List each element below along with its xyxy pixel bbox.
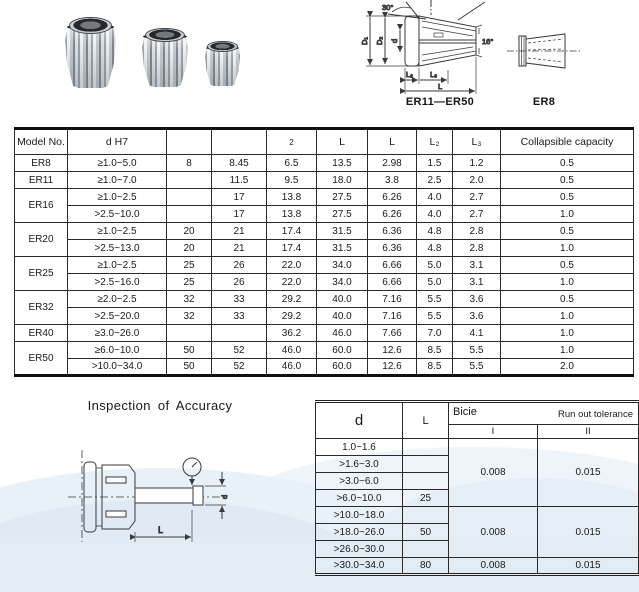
table-cell: 0.5 bbox=[501, 223, 634, 240]
table-cell: 1.5 bbox=[417, 155, 453, 172]
tolerance-cell: 0.008 bbox=[449, 507, 538, 558]
table-cell: ≥2.0~2.5 bbox=[68, 291, 167, 308]
tolerance-cell: 0.015 bbox=[538, 439, 639, 507]
table-cell bbox=[167, 325, 212, 342]
table-cell: 21 bbox=[212, 240, 267, 257]
table-cell: 8.5 bbox=[417, 359, 453, 376]
table-cell: 13.8 bbox=[267, 189, 317, 206]
model-cell: ER40 bbox=[15, 325, 68, 342]
table-cell: 18.0 bbox=[317, 172, 368, 189]
table-cell: 5.5 bbox=[453, 359, 501, 376]
column-header-tolerance bbox=[449, 402, 639, 425]
table-cell bbox=[167, 206, 212, 223]
table-cell: 6.36 bbox=[368, 223, 417, 240]
model-cell: ER16 bbox=[15, 189, 68, 223]
dim-label-l: L bbox=[438, 82, 443, 91]
table-cell: 2.8 bbox=[453, 223, 501, 240]
table-cell: 60.0 bbox=[317, 359, 368, 376]
collet-bore-opening bbox=[145, 28, 185, 42]
diameter-range-cell: >30.0~34.0 bbox=[316, 558, 403, 575]
length-cell bbox=[403, 541, 449, 558]
table-cell: 1.0 bbox=[501, 325, 634, 342]
table-cell: 4.8 bbox=[417, 223, 453, 240]
table-cell: 26 bbox=[212, 257, 267, 274]
table-row bbox=[316, 558, 639, 575]
table-cell bbox=[212, 325, 267, 342]
length-cell bbox=[403, 473, 449, 490]
table-cell: 3.6 bbox=[453, 291, 501, 308]
table-cell: 52 bbox=[212, 359, 267, 376]
table-cell: ≥1.0~7.0 bbox=[68, 172, 167, 189]
table-cell: 2.7 bbox=[453, 206, 501, 223]
header-row bbox=[15, 129, 634, 155]
length-cell bbox=[403, 439, 449, 456]
runout-tolerance-table bbox=[315, 400, 639, 576]
table-cell bbox=[167, 189, 212, 206]
table-cell: 33 bbox=[212, 308, 267, 325]
diameter-range-cell: >10.0~18.0 bbox=[316, 507, 403, 524]
table-cell: 3.6 bbox=[453, 308, 501, 325]
table-cell: 1.2 bbox=[453, 155, 501, 172]
model-cell: ER11 bbox=[15, 172, 68, 189]
table-row bbox=[15, 274, 634, 291]
diameter-range-cell: 1.0~1.6 bbox=[316, 439, 403, 456]
table-cell: 6.26 bbox=[368, 189, 417, 206]
table-cell: ≥6.0~10.0 bbox=[68, 342, 167, 359]
bicie-label: Bicie bbox=[453, 406, 477, 418]
table-cell: 2.98 bbox=[368, 155, 417, 172]
table-row bbox=[15, 223, 634, 240]
table-cell: >2.5~16.0 bbox=[68, 274, 167, 291]
model-cell: ER20 bbox=[15, 223, 68, 257]
table-cell: 8.45 bbox=[212, 155, 267, 172]
length-cell bbox=[403, 507, 449, 524]
er8-diagram bbox=[505, 25, 585, 85]
table-cell: 20 bbox=[167, 240, 212, 257]
table-cell: 1.0 bbox=[501, 240, 634, 257]
table-cell: 17.4 bbox=[267, 223, 317, 240]
table-cell: 3.1 bbox=[453, 257, 501, 274]
table-cell: >2.5~13.0 bbox=[68, 240, 167, 257]
table-cell: 2.7 bbox=[453, 189, 501, 206]
column-header-d: d bbox=[316, 402, 403, 439]
table-cell: 25 bbox=[167, 274, 212, 291]
table-cell: 4.0 bbox=[417, 189, 453, 206]
model-cell: ER25 bbox=[15, 257, 68, 291]
table-row bbox=[316, 507, 639, 524]
length-cell: 80 bbox=[403, 558, 449, 575]
table-row bbox=[15, 325, 634, 342]
column-header: L bbox=[368, 129, 417, 155]
table-cell: 26 bbox=[212, 274, 267, 291]
table-cell: 33 bbox=[212, 291, 267, 308]
column-header bbox=[212, 129, 267, 155]
er11-er50-caption: ER11—ER50 bbox=[405, 96, 475, 108]
table-cell: 50 bbox=[167, 342, 212, 359]
table-cell: 0.5 bbox=[501, 257, 634, 274]
table-cell: 60.0 bbox=[317, 342, 368, 359]
table-cell: 40.0 bbox=[317, 308, 368, 325]
length-cell: 50 bbox=[403, 524, 449, 541]
table-cell: 21 bbox=[212, 223, 267, 240]
table-cell: 36.2 bbox=[267, 325, 317, 342]
table-cell: 4.0 bbox=[417, 206, 453, 223]
table-cell: 11.5 bbox=[212, 172, 267, 189]
table-cell: 0.5 bbox=[501, 291, 634, 308]
column-header: Model No. bbox=[15, 129, 68, 155]
table-cell: 6.26 bbox=[368, 206, 417, 223]
table-cell: ≥1.0~2.5 bbox=[68, 223, 167, 240]
er8-caption: ER8 bbox=[532, 96, 556, 108]
table-cell: 5.5 bbox=[453, 342, 501, 359]
dim-label-l3: L₃ bbox=[430, 70, 438, 79]
table-row bbox=[316, 439, 639, 456]
table-cell: 46.0 bbox=[317, 325, 368, 342]
table-cell: 2.8 bbox=[453, 240, 501, 257]
table-cell: 25 bbox=[167, 257, 212, 274]
table-cell: 29.2 bbox=[267, 308, 317, 325]
dim-label-bar-d: d bbox=[220, 494, 229, 499]
table-cell: 27.5 bbox=[317, 189, 368, 206]
table-cell: 17.4 bbox=[267, 240, 317, 257]
model-cell: ER32 bbox=[15, 291, 68, 325]
collet-photo-medium bbox=[142, 28, 188, 87]
table-cell: 4.1 bbox=[453, 325, 501, 342]
model-cell: ER50 bbox=[15, 342, 68, 376]
table-cell: 1.0 bbox=[501, 342, 634, 359]
diameter-range-cell: >26.0~30.0 bbox=[316, 541, 403, 558]
table-cell: 5.5 bbox=[417, 308, 453, 325]
table-cell: ≥1.0~5.0 bbox=[68, 155, 167, 172]
table-cell: 6.66 bbox=[368, 257, 417, 274]
table-cell: 32 bbox=[167, 291, 212, 308]
table-cell: 17 bbox=[212, 206, 267, 223]
inspection-diagram bbox=[30, 420, 280, 570]
length-cell: 25 bbox=[403, 490, 449, 507]
table-cell: 12.6 bbox=[368, 359, 417, 376]
table-cell: 20 bbox=[167, 223, 212, 240]
collet-bore-opening bbox=[69, 17, 113, 34]
table-cell: 2.0 bbox=[501, 359, 634, 376]
table-cell: 46.0 bbox=[267, 359, 317, 376]
collet-photo-large bbox=[65, 17, 116, 88]
table-cell: 7.0 bbox=[417, 325, 453, 342]
column-header: L₃ bbox=[453, 129, 501, 155]
dim-label-d2: D₂ bbox=[375, 36, 384, 45]
column-header-l: L bbox=[403, 402, 449, 439]
table-row bbox=[15, 189, 634, 206]
table-cell: 13.5 bbox=[317, 155, 368, 172]
diameter-range-cell: >6.0~10.0 bbox=[316, 490, 403, 507]
table-cell: 17 bbox=[212, 189, 267, 206]
table-cell: 1.0 bbox=[501, 308, 634, 325]
column-header-class-1: I bbox=[449, 425, 538, 439]
collet-photo-small bbox=[205, 41, 240, 86]
table-cell: 27.5 bbox=[317, 206, 368, 223]
dim-label-angle16: 16° bbox=[482, 37, 494, 46]
diameter-range-cell: >3.0~6.0 bbox=[316, 473, 403, 490]
column-header: 2 bbox=[267, 129, 317, 155]
table-cell: 2.0 bbox=[453, 172, 501, 189]
column-header-class-2: II bbox=[538, 425, 639, 439]
table-cell: 0.5 bbox=[501, 155, 634, 172]
table-cell: 9.5 bbox=[267, 172, 317, 189]
table-cell: 8 bbox=[167, 155, 212, 172]
table-cell: 7.16 bbox=[368, 308, 417, 325]
table-cell: 1.0 bbox=[501, 274, 634, 291]
table-row bbox=[15, 342, 634, 359]
header-row bbox=[316, 402, 639, 425]
inspection-title: Inspection of Accuracy bbox=[87, 398, 233, 413]
table-cell bbox=[167, 172, 212, 189]
table-row bbox=[15, 308, 634, 325]
table-cell: 50 bbox=[167, 359, 212, 376]
collet-bore-opening bbox=[207, 41, 237, 52]
dim-label-l2: L₂ bbox=[406, 70, 414, 79]
column-header: Collapsible capacity bbox=[501, 129, 634, 155]
diameter-range-cell: >1.6~3.0 bbox=[316, 456, 403, 473]
table-cell: 7.66 bbox=[368, 325, 417, 342]
table-cell: 32 bbox=[167, 308, 212, 325]
column-header bbox=[167, 129, 212, 155]
table-cell: 31.5 bbox=[317, 223, 368, 240]
length-cell bbox=[403, 456, 449, 473]
table-cell: 6.66 bbox=[368, 274, 417, 291]
table-row bbox=[15, 359, 634, 376]
table-cell: >2.5~10.0 bbox=[68, 206, 167, 223]
dim-label-angle30: 30° bbox=[382, 3, 394, 12]
table-cell: 5.0 bbox=[417, 257, 453, 274]
table-cell: 0.5 bbox=[501, 172, 634, 189]
table-cell: 29.2 bbox=[267, 291, 317, 308]
table-row bbox=[15, 240, 634, 257]
table-cell: 22.0 bbox=[267, 274, 317, 291]
table-cell: 6.5 bbox=[267, 155, 317, 172]
table-cell: 13.8 bbox=[267, 206, 317, 223]
table-row bbox=[15, 172, 634, 189]
diameter-range-cell: >18.0~26.0 bbox=[316, 524, 403, 541]
table-row bbox=[15, 155, 634, 172]
collet-spec-table bbox=[14, 127, 634, 377]
dim-label-d1: D₁ bbox=[360, 37, 369, 45]
table-cell: ≥1.0~2.5 bbox=[68, 189, 167, 206]
table-cell: 31.5 bbox=[317, 240, 368, 257]
column-header: d H7 bbox=[68, 129, 167, 155]
dim-label-d: d bbox=[390, 38, 399, 43]
runout-label: Run out tolerance bbox=[558, 409, 633, 420]
table-cell: 4.8 bbox=[417, 240, 453, 257]
table-cell: 3.8 bbox=[368, 172, 417, 189]
tolerance-cell: 0.015 bbox=[538, 507, 639, 558]
table-cell: ≥1.0~2.5 bbox=[68, 257, 167, 274]
column-header: L₂ bbox=[417, 129, 453, 155]
table-cell: ≥3.0~26.0 bbox=[68, 325, 167, 342]
table-cell: 5.5 bbox=[417, 291, 453, 308]
table-cell: 6.36 bbox=[368, 240, 417, 257]
column-header: L bbox=[317, 129, 368, 155]
table-cell: 12.6 bbox=[368, 342, 417, 359]
table-cell: 5.0 bbox=[417, 274, 453, 291]
table-cell: 34.0 bbox=[317, 274, 368, 291]
tolerance-cell: 0.015 bbox=[538, 558, 639, 575]
dim-label-bar-l: L bbox=[158, 525, 164, 535]
table-row bbox=[15, 257, 634, 274]
table-cell: >10.0~34.0 bbox=[68, 359, 167, 376]
table-cell: 52 bbox=[212, 342, 267, 359]
table-cell: 1.0 bbox=[501, 206, 634, 223]
table-cell: 22.0 bbox=[267, 257, 317, 274]
table-cell: 3.1 bbox=[453, 274, 501, 291]
tolerance-cell: 0.008 bbox=[449, 558, 538, 575]
table-cell: 46.0 bbox=[267, 342, 317, 359]
table-row bbox=[15, 206, 634, 223]
table-cell: 8.5 bbox=[417, 342, 453, 359]
table-cell: 40.0 bbox=[317, 291, 368, 308]
model-cell: ER8 bbox=[15, 155, 68, 172]
table-cell: >2.5~20.0 bbox=[68, 308, 167, 325]
table-cell: 2.5 bbox=[417, 172, 453, 189]
table-row bbox=[15, 291, 634, 308]
table-cell: 0.5 bbox=[501, 189, 634, 206]
table-cell: 7.16 bbox=[368, 291, 417, 308]
table-cell: 34.0 bbox=[317, 257, 368, 274]
tolerance-cell: 0.008 bbox=[449, 439, 538, 507]
